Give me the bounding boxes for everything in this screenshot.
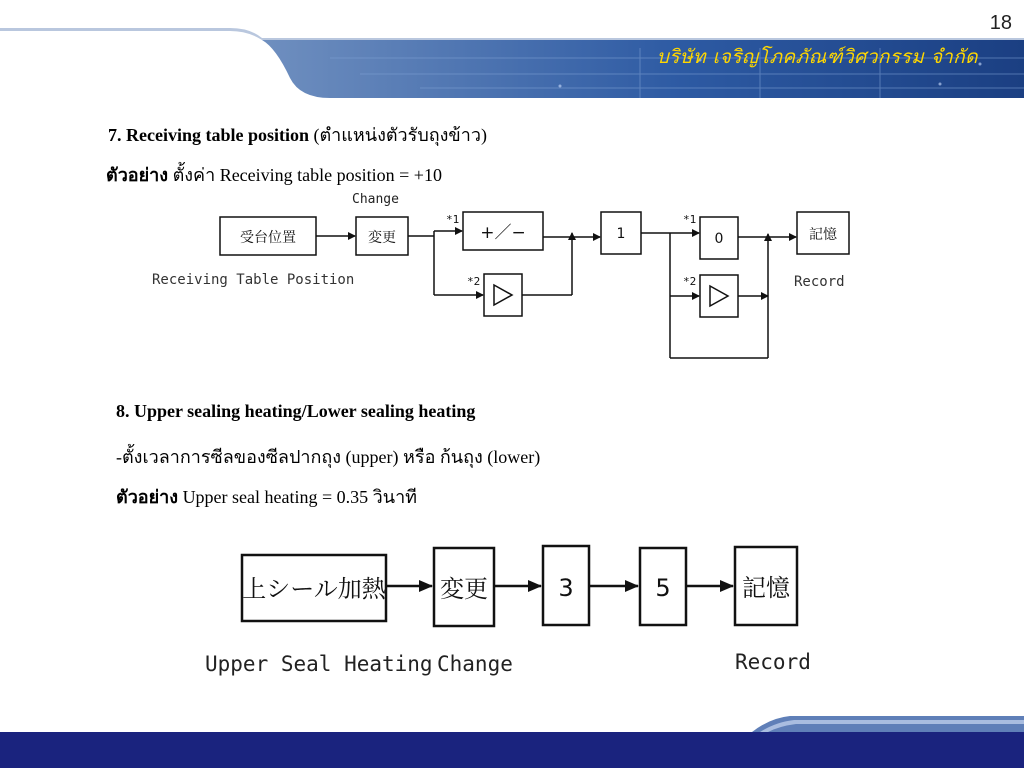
amp-triangle-2 [710,286,728,306]
five-label: 5 [655,574,671,602]
kioku-box [797,212,849,254]
section8-example-text: Upper seal heating = 0.35 วินาที [178,487,418,507]
one-box [601,212,641,254]
kioku-label: 記憶 [809,227,837,243]
change-label: Change [352,192,399,207]
receiving-caption: Receiving Table Position [152,272,355,288]
plusminus-box [463,212,543,250]
change-caption: Change [437,652,513,676]
star1-b: *1 [683,213,697,226]
section7-example-label: ตัวอย่าง [106,165,169,185]
zero-label: 0 [714,231,724,247]
section8-example-label: ตัวอย่าง [116,487,179,507]
star1-a: *1 [446,213,460,226]
receiving-position-label: 受台位置 [240,230,296,246]
five-box [640,548,686,625]
henkou-label-2: 変更 [440,575,488,603]
section7-heading [108,120,487,149]
plusminus-label: +／− [480,223,526,243]
three-label: 3 [558,574,574,602]
section7-example-text: ตั้งค่า Receiving table position = +10 [168,165,442,185]
record-caption-2: Record [735,650,811,674]
section7-heading-thai: (ตำแหน่งตัวรับถุงข้าว) [309,125,487,145]
record-caption-1: Record [794,274,845,290]
company-name: บริษัท เจริญโภคภัณฑ์วิศวกรรม จำกัด [656,46,978,68]
section7-heading-bold: 7. Receiving table position [108,125,309,145]
henkou-label: 変更 [368,230,396,246]
star2-a: *2 [467,275,481,288]
upper-seal-box [242,555,386,621]
amp-box-2 [700,275,738,317]
kioku-label-2: 記憶 [742,574,790,602]
henkou-box [356,217,408,255]
three-box [543,546,589,625]
amp-triangle-1 [494,285,512,305]
section7-example [106,160,442,189]
upper-seal-label: 上シール加熱 [242,575,386,603]
footer-band [0,698,1024,768]
page-number: 18 [989,12,1012,34]
upper-seal-caption: Upper Seal Heating [205,652,433,676]
zero-box [700,217,738,259]
one-label: 1 [616,226,626,242]
section8-heading: 8. Upper sealing heating/Lower sealing heating [116,401,476,421]
star2-b: *2 [683,275,697,288]
receiving-position-box [220,217,316,255]
amp-box-1 [484,274,522,316]
section8-desc: -ตั้งเวลาการซีลของซีลปากถุง (upper) หรือ ก้นถุง (lower) [116,447,541,467]
section8-example [116,482,417,511]
henkou-box-2 [434,548,494,626]
kioku-box-2 [735,547,797,625]
